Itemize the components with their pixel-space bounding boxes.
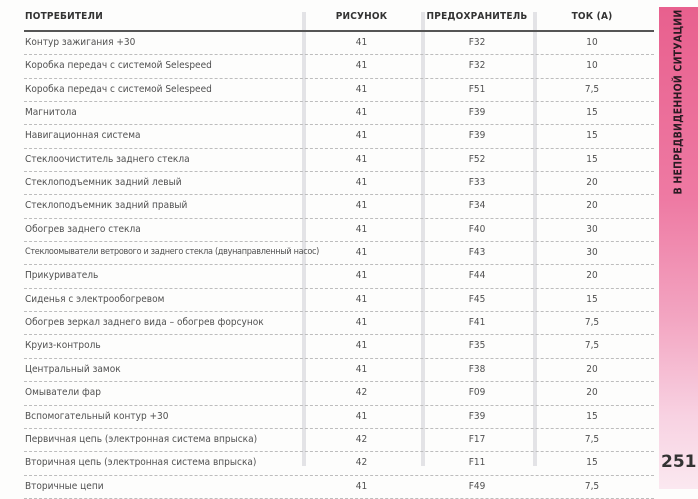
cell-current: 20 [586, 177, 598, 189]
cell-fuse: F41 [468, 317, 486, 329]
cell-consumer: Стеклоочиститель заднего стекла [25, 153, 190, 165]
table-row [24, 335, 654, 358]
table-row [24, 452, 654, 475]
section-title: В НЕПРЕДВИДЕННОЙ СИТУАЦИИ [672, 9, 685, 195]
cell-fuse: F39 [468, 410, 486, 422]
table-row [24, 79, 654, 102]
cell-fuse: F32 [468, 37, 486, 48]
cell-figure: 41 [355, 200, 368, 212]
cell-current: 7,5 [584, 480, 600, 492]
cell-fuse: F39 [468, 107, 486, 119]
cell-consumer: Сиденья с электрообогревом [25, 293, 165, 305]
cell-consumer: Стеклоподъемник задний правый [25, 200, 188, 212]
cell-current: 20 [586, 270, 598, 282]
cell-consumer: Вторичные цепи [25, 480, 104, 492]
cell-fuse: F32 [468, 60, 486, 72]
cell-current: 30 [586, 247, 598, 259]
cell-current: 15 [586, 457, 598, 469]
cell-current: 20 [586, 363, 598, 375]
cell-figure: 41 [355, 340, 368, 352]
cell-current: 10 [586, 37, 598, 48]
cell-current: 15 [586, 410, 598, 422]
cell-fuse: F45 [468, 293, 486, 305]
cell-current: 20 [586, 200, 598, 212]
table-row [24, 312, 654, 335]
cell-consumer: Стеклоомыватели ветрового и заднего стекла (двунаправленный насос) [25, 247, 320, 258]
cell-figure: 41 [355, 37, 368, 48]
cell-consumer: Магнитола [25, 107, 77, 119]
cell-fuse: F17 [468, 433, 486, 445]
cell-figure: 41 [355, 317, 368, 329]
table-row [24, 382, 654, 405]
table-row [24, 125, 654, 148]
cell-figure: 41 [355, 293, 368, 305]
cell-figure: 41 [355, 247, 368, 259]
cell-consumer: Коробка передач с системой Selespeed [25, 60, 212, 72]
cell-figure: 41 [355, 153, 368, 165]
cell-consumer: Круиз-контроль [25, 340, 101, 352]
cell-fuse: F52 [468, 153, 486, 165]
cell-current: 30 [586, 223, 598, 235]
cell-consumer: Навигационная система [25, 130, 141, 142]
cell-fuse: F09 [468, 387, 486, 399]
cell-fuse: F40 [468, 223, 486, 235]
header-fuse: ПРЕДОХРАНИТЕЛЬ [426, 11, 528, 22]
table-row [24, 406, 654, 429]
header-figure: РИСУНОК [335, 11, 388, 22]
cell-consumer: Первичная цепь (электронная система впрыска) [25, 433, 258, 445]
cell-current: 20 [586, 387, 598, 399]
cell-figure: 42 [355, 433, 368, 445]
cell-fuse: F49 [468, 480, 486, 492]
cell-figure: 41 [355, 83, 368, 95]
table-row [24, 219, 654, 242]
cell-consumer: Обогрев заднего стекла [25, 223, 141, 235]
cell-figure: 41 [355, 107, 368, 119]
cell-consumer: Обогрев зеркал заднего вида – обогрев форсунок [25, 317, 264, 329]
cell-consumer: Прикуриватель [25, 270, 99, 282]
cell-fuse: F43 [468, 247, 486, 259]
cell-current: 7,5 [584, 433, 600, 445]
cell-current: 15 [586, 293, 598, 305]
section-side-tab [659, 7, 698, 489]
table-row [24, 359, 654, 382]
table-row [24, 476, 654, 499]
table-row [24, 149, 654, 172]
cell-figure: 41 [355, 130, 368, 142]
cell-fuse: F34 [468, 200, 486, 212]
cell-current: 7,5 [584, 340, 600, 352]
cell-consumer: Коробка передач с системой Selespeed [25, 83, 212, 95]
fuse-table [24, 0, 654, 499]
cell-figure: 41 [355, 480, 368, 492]
cell-figure: 41 [355, 410, 368, 422]
table-row [24, 172, 654, 195]
table-header [24, 0, 654, 32]
cell-figure: 41 [355, 60, 368, 72]
cell-consumer: Стеклоподъемник задний левый [25, 177, 182, 189]
cell-consumer: Вторичная цепь (электронная система впрыска) [25, 457, 257, 469]
table-row [24, 55, 654, 78]
table-body [24, 32, 654, 499]
cell-fuse: F33 [468, 177, 486, 189]
page-number: 251 [661, 452, 697, 472]
cell-fuse: F35 [468, 340, 486, 352]
cell-figure: 41 [355, 270, 368, 282]
table-row [24, 242, 654, 265]
header-consumer: ПОТРЕБИТЕЛИ [25, 11, 103, 22]
cell-consumer: Вспомогательный контур +30 [25, 410, 169, 422]
cell-current: 15 [586, 153, 598, 165]
table-row [24, 102, 654, 125]
cell-consumer: Омыватели фар [25, 387, 101, 399]
table-row [24, 429, 654, 452]
cell-consumer: Центральный замок [25, 363, 121, 375]
cell-current: 10 [586, 60, 598, 72]
cell-current: 15 [586, 130, 598, 142]
table-row [24, 195, 654, 218]
cell-current: 7,5 [584, 83, 600, 95]
header-current: ТОК (А) [571, 11, 613, 22]
cell-figure: 41 [355, 223, 368, 235]
cell-fuse: F39 [468, 130, 486, 142]
table-row [24, 32, 654, 55]
cell-fuse: F44 [468, 270, 486, 282]
table-row [24, 289, 654, 312]
table-row [24, 265, 654, 288]
cell-figure: 42 [355, 457, 368, 469]
cell-figure: 41 [355, 363, 368, 375]
cell-current: 15 [586, 107, 598, 119]
cell-fuse: F51 [468, 83, 486, 95]
cell-figure: 42 [355, 387, 368, 399]
cell-current: 7,5 [584, 317, 600, 329]
cell-fuse: F11 [468, 457, 486, 469]
cell-consumer: Контур зажигания +30 [25, 37, 136, 48]
cell-figure: 41 [355, 177, 368, 189]
cell-fuse: F38 [468, 363, 486, 375]
